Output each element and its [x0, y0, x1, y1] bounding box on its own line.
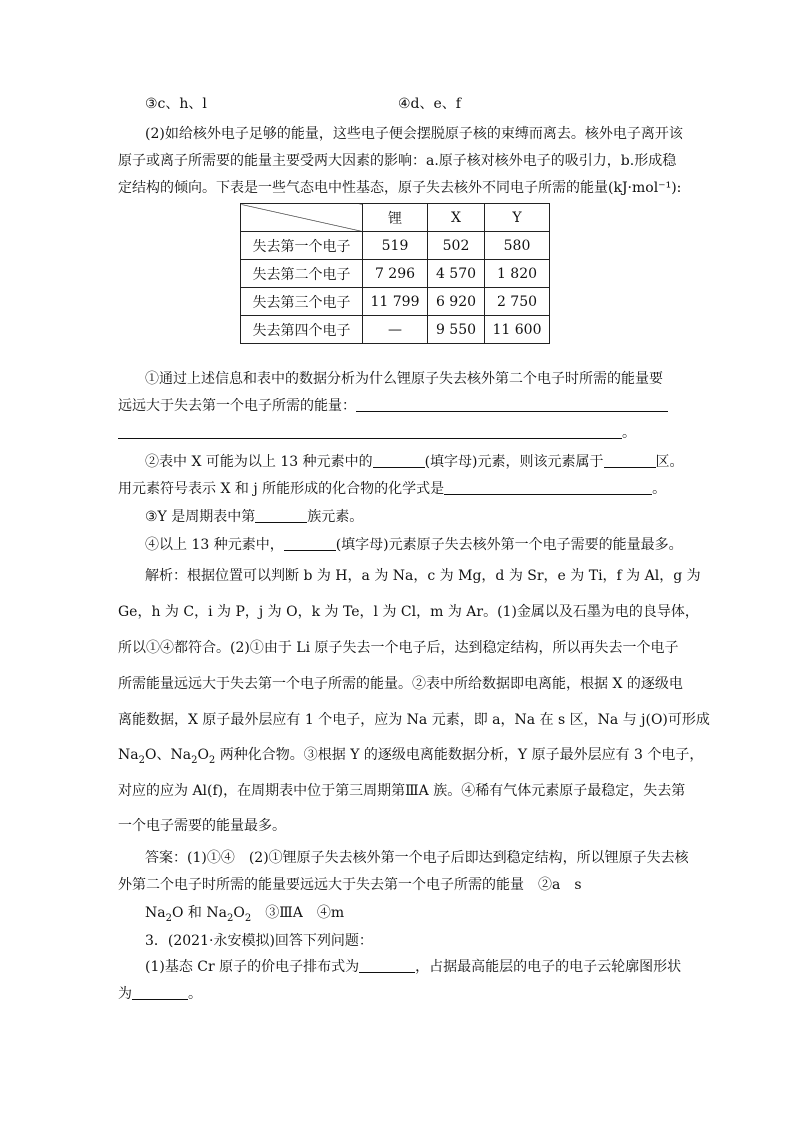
table-cell: 519 — [363, 232, 428, 260]
answer-line-3: $Na_2O$ 和 $Na_2O_2$ ③ⅢA ④m — [145, 905, 345, 924]
table-row — [241, 260, 550, 288]
answer-blank[interactable] — [359, 958, 415, 973]
table-cell: — — [363, 316, 428, 344]
sub-question-2-line-1: ②表中 X 可能为以上 13 种元素中的 (填字母)元素，则该元素属于 区。 — [145, 454, 684, 470]
table-row-label: 失去第四个电子 — [241, 316, 363, 344]
analysis-line-8: 一个电子需要的能量最多。 — [118, 818, 286, 834]
table-cell: 11 799 — [363, 288, 428, 316]
analysis-line-5: 离能数据，X 原子最外层应有 1 个电子，应为 Na 元素，即 a，Na 在 s 区，Na 与 j(O)可形成 — [118, 712, 710, 728]
sub-question-4: ④以上 13 种元素中， (填字母)元素原子失去核外第一个电子需要的能量最多。 — [145, 537, 683, 553]
answer-blank[interactable] — [132, 985, 188, 1000]
table-cell: 7 296 — [363, 260, 428, 288]
sub-question-1-line-3: 。 — [118, 424, 636, 442]
analysis-line-7: 对应的应为 Al(f)，在周期表中位于第三周期第ⅢA 族。④稀有气体元素原子最稳定，失去第 — [118, 783, 686, 799]
table-row-label: 失去第三个电子 — [241, 288, 363, 316]
question-3-title: 3．(2021·永安模拟)回答下列问题： — [145, 933, 373, 949]
analysis-line-3: 所以①④都符合。(2)①由于 Li 原子失去一个电子后，达到稳定结构，所以再失去一个电子 — [118, 640, 679, 656]
answer-line-2: 外第二个电子时所需的能量要远远大于失去第一个电子所需的能量 ②a s — [118, 877, 582, 893]
answer-blank[interactable] — [118, 424, 622, 439]
option-3: ③c、h、l — [145, 96, 207, 112]
table-header-row — [241, 204, 550, 232]
table-row — [241, 288, 550, 316]
table-row-label: 失去第二个电子 — [241, 260, 363, 288]
sub-question-3: ③Y 是周期表中第 族元素。 — [145, 509, 364, 525]
answer-line-1: 答案：(1)①④ (2)①锂原子失去核外第一个电子后即达到稳定结构，所以锂原子失去核 — [145, 850, 689, 866]
sub-question-1-line-2: 远远大于失去第一个电子所需的能量： — [118, 397, 668, 415]
table-cell: 11 600 — [485, 316, 550, 344]
table-header-cell: Y — [485, 204, 550, 232]
table-corner-cell — [241, 204, 363, 232]
question-3-sub-1-line-1: (1)基态 Cr 原子的价电子排布式为 ，占据最高能层的电子的电子云轮廓图形状 — [145, 959, 682, 975]
option-4: ④d、e、f — [398, 96, 461, 112]
sub-question-2-line-2: 用元素符号表示 X 和 j 所能形成的化合物的化学式是 。 — [118, 481, 667, 497]
table-row — [241, 316, 550, 344]
table-row — [241, 232, 550, 260]
analysis-line-1: 解析：根据位置可以判断 b 为 H，a 为 Na，c 为 Mg，d 为 Sr，e 为 Ti，f 为 Al，g 为 — [145, 568, 701, 584]
table-header-cell: 锂 — [363, 204, 428, 232]
table-cell: 6 920 — [428, 288, 485, 316]
table-header-cell: X — [428, 204, 485, 232]
answer-blank[interactable] — [444, 480, 652, 495]
table-cell: 2 750 — [485, 288, 550, 316]
answer-blank[interactable] — [284, 536, 336, 551]
q2-intro-line-3: 定结构的倾向。下表是一些气态电中性基态，原子失去核外不同电子所需的能量(kJ·mol⁻¹): — [118, 180, 682, 196]
answer-blank[interactable] — [255, 508, 307, 523]
answer-blank[interactable] — [373, 453, 425, 468]
table-row-label: 失去第一个电子 — [241, 232, 363, 260]
analysis-line-6: $Na_2O$、$Na_2O_2$ 两种化合物。③根据 Y 的逐级电离能数据分析，Y 原子最外层应有 3 个电子， — [118, 747, 704, 766]
table-cell: 4 570 — [428, 260, 485, 288]
answer-blank[interactable] — [356, 397, 668, 412]
answer-blank[interactable] — [604, 453, 656, 468]
question-3-sub-1-line-2: 为 。 — [118, 986, 202, 1002]
analysis-line-4: 所需能量远远大于失去第一个电子所需的能量。②表中所给数据即电离能，根据 X 的逐级电 — [118, 676, 683, 692]
sub-question-1-line-1: ①通过上述信息和表中的数据分析为什么锂原子失去核外第二个电子时所需的能量要 — [145, 371, 663, 387]
ionization-energy-table — [240, 203, 550, 344]
table-cell: 502 — [428, 232, 485, 260]
q2-intro-line-1: (2)如给核外电子足够的能量，这些电子便会摆脱原子核的束缚而离去。核外电子离开该 — [145, 126, 683, 142]
q2-intro-line-2: 原子或离子所需要的能量主要受两大因素的影响：a.原子核对核外电子的吸引力，b.形成稳 — [118, 153, 677, 169]
table-cell: 9 550 — [428, 316, 485, 344]
table-cell: 580 — [485, 232, 550, 260]
table-cell: 1 820 — [485, 260, 550, 288]
analysis-line-2: Ge，h 为 C，i 为 P，j 为 O，k 为 Te，l 为 Cl，m 为 Ar。(1)金属以及石墨为电的良导体， — [118, 604, 699, 620]
